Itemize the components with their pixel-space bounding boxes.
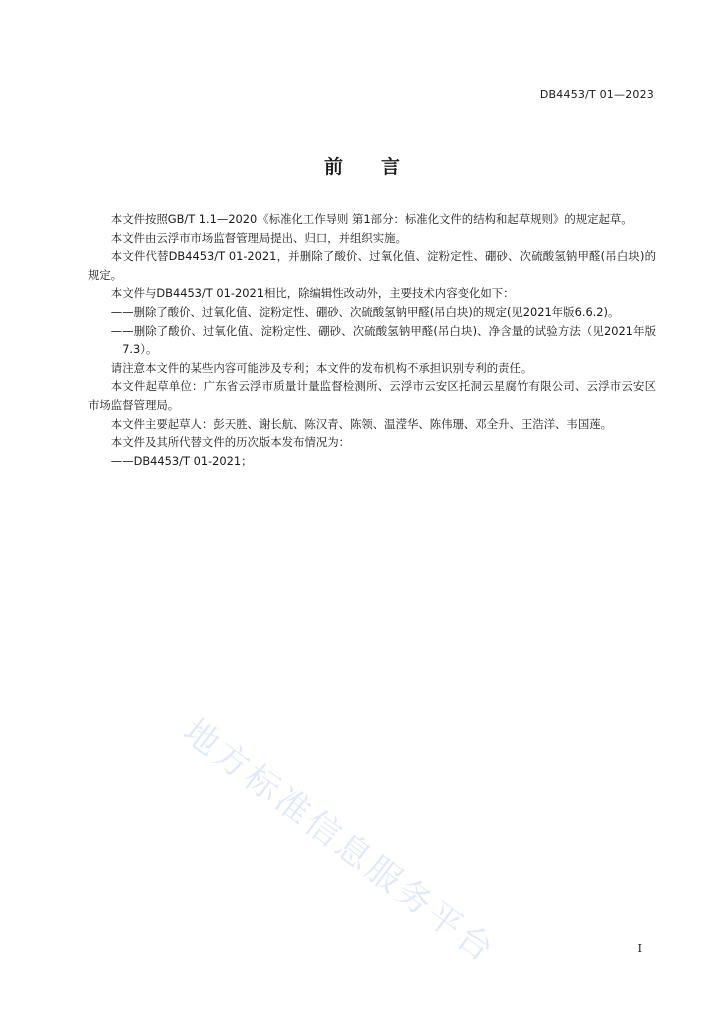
document-code: DB4453/T 01—2023 [539,88,654,101]
watermark: 地方标准信息服务平台 [175,711,504,972]
foreword-body [88,210,656,470]
paragraph-drafting-units: 本文件起草单位：广东省云浮市质量计量监督检测所、云浮市云安区托洞云星腐竹有限公司、云浮市云安区市场监督管理局。 [88,379,656,412]
change-item-2: ——删除了酸价、过氧化值、淀粉定性、硼砂、次硫酸氢钠甲醛(吊白块)、净含量的试验方法（见2021年版7.3）。 [110,323,656,357]
change-item-1: ——删除了酸价、过氧化值、淀粉定性、硼砂、次硫酸氢钠甲醛(吊白块)的规定(见2021年版6.6.2)。 [110,304,620,319]
page-title: 前言 [323,156,438,178]
paragraph-replaces: 本文件代替DB4453/T 01-2021，并删除了酸价、过氧化值、淀粉定性、硼砂、次硫酸氢钠甲醛(吊白块)的规定。 [88,249,656,282]
version-item-1: ——DB4453/T 01-2021； [110,453,253,468]
paragraph-proposer: 本文件由云浮市市场监督管理局提出、归口，并组织实施。 [110,230,407,245]
page-number: I [637,942,642,955]
paragraph-drafting-rules: 本文件按照GB/T 1.1—2020《标准化工作导则 第1部分：标准化文件的结构和起草规则》的规定起草。 [110,212,633,226]
paragraph-drafters: 本文件主要起草人：彭天胜、谢长航、陈汉青、陈领、温滢华、陈伟珊、邓全升、王浩洋、韦国莲。 [110,416,612,431]
paragraph-version-history: 本文件及其所代替文件的历次版本发布情况为： [110,435,351,450]
paragraph-changes-intro: 本文件与DB4453/T 01-2021相比，除编辑性改动外，主要技术内容变化如下： [110,286,515,301]
paragraph-patent-notice: 请注意本文件的某些内容可能涉及专利；本文件的发布机构不承担识别专利的责任。 [110,360,533,375]
